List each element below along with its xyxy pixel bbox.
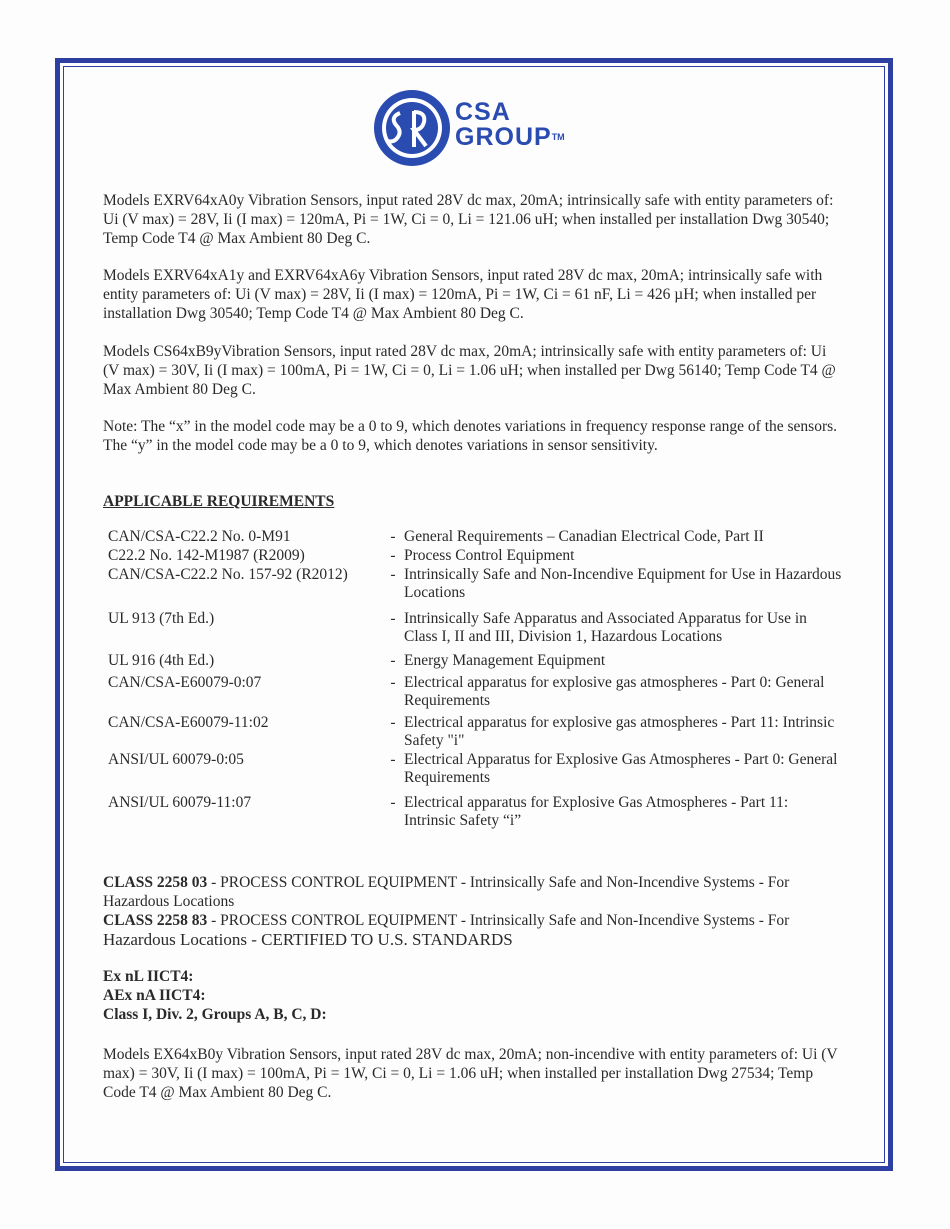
logo-wordmark (455, 100, 565, 150)
class-2258-83 (103, 911, 843, 950)
requirement-description: Electrical apparatus for Explosive Gas Atmospheres - Part 11: Intrinsic Safety “i” (404, 794, 789, 829)
note-paragraph: Note: The “x” in the model code may be a 0 to 9, which denotes variations in frequency response range of the sensors. The “y” in the model code may be a 0 to 9, which denotes variations in sensor sensitivity. (103, 418, 838, 454)
logo-line-csa: CSA (455, 98, 511, 126)
logo-line-group: GROUP (455, 123, 552, 151)
requirement-row (108, 652, 843, 674)
requirement-dash: - (390, 547, 396, 564)
requirement-dash: - (390, 652, 396, 669)
class-code: CLASS 2258 03 (103, 874, 208, 891)
requirement-dash: - (390, 610, 396, 627)
requirement-dash: - (390, 674, 396, 691)
requirement-row (108, 674, 843, 714)
requirement-dash: - (390, 794, 396, 811)
class-code: CLASS 2258 83 (103, 912, 208, 929)
requirement-standard: CAN/CSA-C22.2 No. 157-92 (R2012) (108, 566, 348, 583)
requirement-description: Intrinsically Safe Apparatus and Associated Apparatus for Use in Class I, II and III, Division 1, Hazardous Locations (404, 610, 807, 645)
requirement-standard: C22.2 No. 142-M1987 (R2009) (108, 547, 305, 564)
marking-aex-na: AEx nA IICT4: (103, 987, 206, 1004)
requirement-row (108, 566, 843, 610)
requirement-description: Electrical Apparatus for Explosive Gas Atmospheres - Part 0: General Requirements (404, 751, 838, 786)
final-paragraph: Models EX64xB0y Vibration Sensors, input rated 28V dc max, 20mA; non-incendive with entity parameters of: Ui (V max) = 30V, Ii (I max) = 100mA, Pi = 1W, Ci = 0, Li = 1.06 uH; when installed per installation Dwg 27534; Temp Code T4 @ Max Ambient 80 Deg C. (103, 1046, 838, 1101)
class-description: - PROCESS CONTROL EQUIPMENT - Intrinsically Safe and Non-Incendive Systems - For (207, 912, 790, 929)
class-description: - PROCESS CONTROL EQUIPMENT - Intrinsically Safe and Non-Incendive Systems - For Hazardous Locations (103, 874, 790, 910)
requirement-description: General Requirements – Canadian Electrical Code, Part II (404, 528, 764, 545)
marking-ex-nl: Ex nL IICT4: (103, 968, 194, 985)
requirement-dash: - (390, 566, 396, 583)
requirement-description: Process Control Equipment (404, 547, 575, 564)
class-certified-line: Hazardous Locations - CERTIFIED TO U.S. STANDARDS (103, 930, 513, 949)
requirement-standard: CAN/CSA-E60079-11:02 (108, 714, 269, 731)
requirement-description: Electrical apparatus for explosive gas atmospheres - Part 11: Intrinsic Safety "i" (404, 714, 835, 749)
requirement-row (108, 794, 843, 834)
class-2258-03 (103, 873, 843, 911)
requirement-dash: - (390, 751, 396, 768)
logo-trademark: TM (551, 132, 565, 142)
requirement-row (108, 714, 843, 751)
paragraph-3: Models CS64xB9yVibration Sensors, input rated 28V dc max, 20mA; intrinsically safe with entity parameters of: Ui (V max) = 30V, Ii (I max) = 100mA, Pi = 1W, Ci = 0, Li = 1.06 uH; when installed per Dwg 56140; Temp Code T4 @ Max Ambient 80 Deg C. (103, 343, 836, 398)
requirement-standard: UL 916 (4th Ed.) (108, 652, 215, 669)
marking-class-div2: Class I, Div. 2, Groups A, B, C, D: (103, 1006, 327, 1023)
requirement-standard: ANSI/UL 60079-11:07 (108, 794, 252, 811)
marking-list (103, 967, 843, 1024)
paragraph-2: Models EXRV64xA1y and EXRV64xA6y Vibration Sensors, input rated 28V dc max, 20mA; intrinsically safe with entity parameters of: Ui (V max) = 28V, Ii (I max) = 120mA, Pi = 1W, Ci = 61 nF, Li = 426 µH; when installed per installation Dwg 30540; Temp Code T4 @ Max Ambient 80 Deg C. (103, 267, 823, 322)
requirement-description: Intrinsically Safe and Non-Incendive Equipment for Use in Hazardous Locations (404, 566, 842, 601)
requirement-description: Electrical apparatus for explosive gas atmospheres - Part 0: General Requirements (404, 674, 825, 709)
requirement-row (108, 751, 843, 794)
requirement-standard: CAN/CSA-C22.2 No. 0-M91 (108, 528, 291, 545)
requirement-description: Energy Management Equipment (404, 652, 606, 669)
requirements-table (108, 528, 843, 834)
requirement-row (108, 547, 843, 566)
paragraph-1: Models EXRV64xA0y Vibration Sensors, input rated 28V dc max, 20mA; intrinsically safe with entity parameters of: Ui (V max) = 28V, Ii (I max) = 120mA, Pi = 1W, Ci = 0, Li = 121.06 uH; when installed per installation Dwg 30540; Temp Code T4 @ Max Ambient 80 Deg C. (103, 192, 834, 247)
requirement-standard: ANSI/UL 60079-0:05 (108, 751, 244, 768)
requirements-heading: APPLICABLE REQUIREMENTS (103, 493, 335, 510)
requirement-row (108, 610, 843, 652)
requirement-standard: UL 913 (7th Ed.) (108, 610, 215, 627)
requirement-row (108, 528, 843, 547)
requirement-dash: - (390, 714, 396, 731)
requirement-standard: CAN/CSA-E60079-0:07 (108, 674, 262, 691)
requirement-dash: - (390, 528, 396, 545)
